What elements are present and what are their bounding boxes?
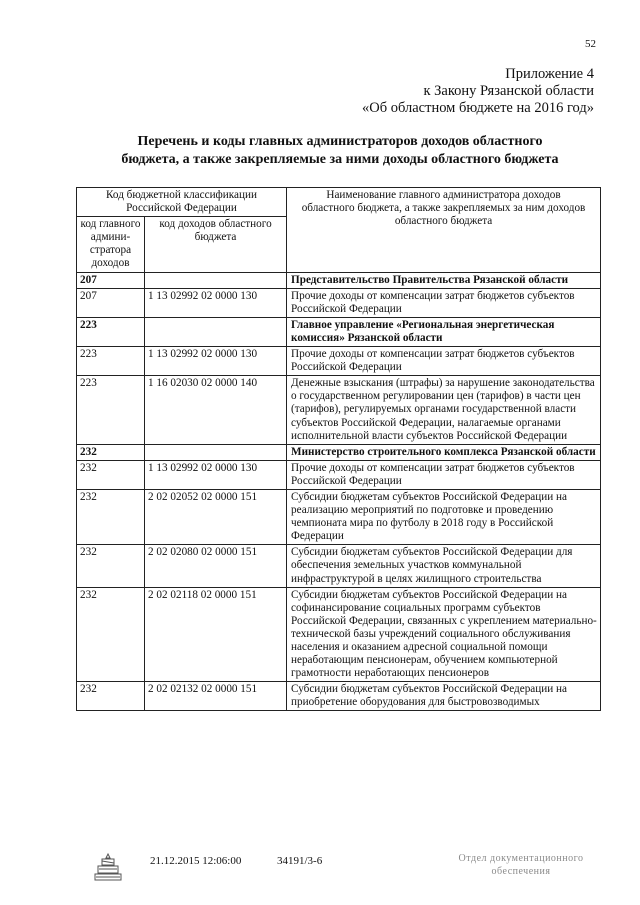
document-title-line-2: бюджета, а также закрепляемые за ними доходы областного бюджета xyxy=(121,152,559,167)
appendix-line-3: «Об областном бюджете на 2016 год» xyxy=(362,100,594,116)
income-code-cell: 1 13 02992 02 0000 130 xyxy=(145,288,287,317)
stamp-icon xyxy=(92,852,124,882)
page-number: 52 xyxy=(585,38,596,50)
admin-code-cell: 232 xyxy=(77,545,145,587)
income-code-cell: 2 02 02132 02 0000 151 xyxy=(145,682,287,711)
income-code-cell: 2 02 02080 02 0000 151 xyxy=(145,545,287,587)
name-cell: Субсидии бюджетам субъектов Российской Федерации на реализацию мероприятий по подготовке и проведению чемпионата мира по футболу в 2018 году в Российской Федерации xyxy=(287,489,601,544)
income-code-cell: 2 02 02052 02 0000 151 xyxy=(145,489,287,544)
name-cell: Представительство Правительства Рязанской области xyxy=(287,272,601,288)
name-cell: Субсидии бюджетам субъектов Российской Федерации на приобретение оборудования для быстровозводимых xyxy=(287,682,601,711)
admin-code-cell: 232 xyxy=(77,444,145,460)
header-name: Наименование главного администратора доходов областного бюджета, а также закрепляемых за ним доходов областного бюджета xyxy=(287,188,601,273)
table-row xyxy=(77,545,601,587)
table-row xyxy=(77,682,601,711)
appendix-line-2: к Закону Рязанской области xyxy=(423,83,594,99)
document-title xyxy=(60,133,620,169)
table-row xyxy=(77,587,601,682)
table-header-row-1 xyxy=(77,188,601,217)
name-cell: Прочие доходы от компенсации затрат бюджетов субъектов Российской Федерации xyxy=(287,460,601,489)
document-title-line-1: Перечень и коды главных администраторов доходов областного xyxy=(137,134,543,149)
table-row xyxy=(77,489,601,544)
footer-department-line-1: Отдел документационного xyxy=(458,853,584,864)
table-row xyxy=(77,317,601,346)
table-row xyxy=(77,444,601,460)
admin-code-cell: 207 xyxy=(77,272,145,288)
income-code-cell: 2 02 02118 02 0000 151 xyxy=(145,587,287,682)
appendix-header xyxy=(362,66,594,117)
table-row xyxy=(77,272,601,288)
appendix-line-1: Приложение 4 xyxy=(505,66,594,82)
admin-code-cell: 232 xyxy=(77,489,145,544)
table-row xyxy=(77,376,601,444)
header-budget-classification: Код бюджетной классификации Российской Федерации xyxy=(77,188,287,217)
name-cell: Субсидии бюджетам субъектов Российской Федерации для обеспечения земельных участков коммунальной инфраструктурой в целях жилищного строительства xyxy=(287,545,601,587)
income-code-cell: 1 13 02992 02 0000 130 xyxy=(145,347,287,376)
admin-code-cell: 223 xyxy=(77,376,145,444)
footer-department xyxy=(446,852,596,878)
table-body xyxy=(77,272,601,711)
admin-code-cell: 207 xyxy=(77,288,145,317)
name-cell: Главное управление «Региональная энергетическая комиссия» Рязанской области xyxy=(287,317,601,346)
name-cell: Прочие доходы от компенсации затрат бюджетов субъектов Российской Федерации xyxy=(287,347,601,376)
admin-code-cell: 223 xyxy=(77,347,145,376)
admin-code-cell: 232 xyxy=(77,587,145,682)
footer-department-line-2: обеспечения xyxy=(491,866,551,877)
table-row xyxy=(77,460,601,489)
income-code-cell xyxy=(145,272,287,288)
income-code-cell xyxy=(145,444,287,460)
table-row xyxy=(77,347,601,376)
income-code-cell xyxy=(145,317,287,346)
administrators-table xyxy=(76,187,601,711)
name-cell: Субсидии бюджетам субъектов Российской Федерации на софинансирование социальных программ субъектов Российской Федерации, связанных с укреплением материально-технической базы учреждений социального обслуживания населения и оказанием адресной социальной помощи неработающим пенсионерам, обучением компьютерной грамотности неработающих пенсионеров xyxy=(287,587,601,682)
name-cell: Денежные взыскания (штрафы) за нарушение законодательства о государственном регулировании цен (тарифов) в части цен (тарифов), регулируемых органами государственной власти субъектов Российской Федерации, налагаемые органами исполнительной власти субъектов Российской Федерации xyxy=(287,376,601,444)
footer-number: 34191/3-6 xyxy=(277,855,323,867)
admin-code-cell: 232 xyxy=(77,460,145,489)
header-income-code: код доходов областного бюджета xyxy=(145,217,287,272)
admin-code-cell: 232 xyxy=(77,682,145,711)
footer-date: 21.12.2015 12:06:00 xyxy=(150,855,242,867)
name-cell: Министерство строительного комплекса Рязанской области xyxy=(287,444,601,460)
income-code-cell: 1 16 02030 02 0000 140 xyxy=(145,376,287,444)
income-code-cell: 1 13 02992 02 0000 130 xyxy=(145,460,287,489)
name-cell: Прочие доходы от компенсации затрат бюджетов субъектов Российской Федерации xyxy=(287,288,601,317)
table-row xyxy=(77,288,601,317)
header-admin-code: код главного админи-стратора доходов xyxy=(77,217,145,272)
admin-code-cell: 223 xyxy=(77,317,145,346)
